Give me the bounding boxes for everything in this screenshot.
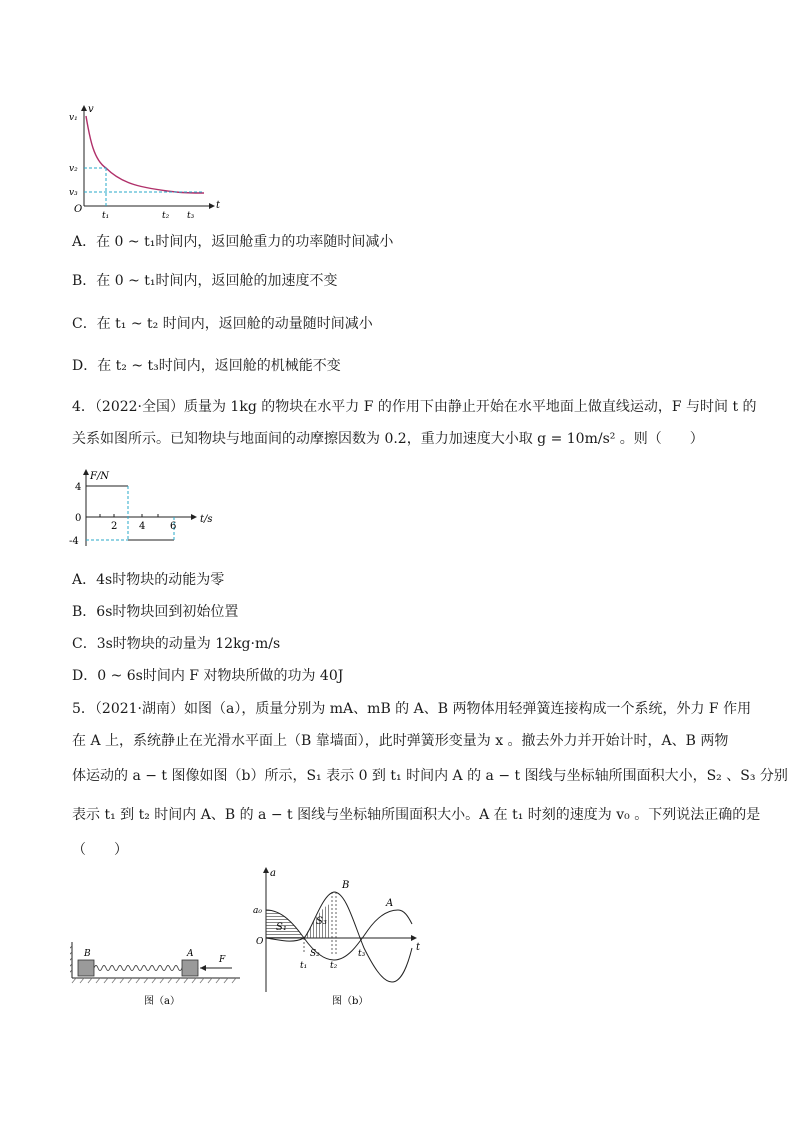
axis-label-t: t — [216, 200, 221, 211]
tick-t2: t₂ — [162, 211, 170, 218]
q5-stem-line2: 在 A 上，系统静止在光滑水平面上（B 靠墙面），此时弹簧形变量为 x 。撤去外力并开始计时，A、B 两物 — [72, 733, 729, 749]
label-t1: t₁ — [300, 961, 308, 971]
tick-t-2: 2 — [111, 521, 118, 532]
q4-stem-line1: 4．（2022·全国）质量为 1kg 的物块在水平力 F 的作用下由静止开始在水平地面上做直线运动，F 与时间 t 的 — [72, 399, 757, 415]
axis-label-v: v — [88, 104, 94, 115]
label-curve-b: B — [342, 880, 350, 891]
tick-v1: v₁ — [69, 113, 78, 123]
label-curve-a: A — [386, 898, 394, 909]
label-s1: S₁ — [276, 922, 287, 933]
figure-spring-system — [70, 938, 250, 1010]
label-a: A — [187, 949, 194, 959]
tick-f-0: 0 — [75, 513, 82, 524]
axis-label-ts: t/s — [200, 514, 213, 525]
q4-stem-line2: 关系如图所示。已知物块与地面间的动摩擦因数为 0.2，重力加速度大小取 g = 10m/s² 。则（ ） — [72, 431, 704, 447]
tick-f-neg4: -4 — [69, 536, 79, 547]
block-b — [78, 960, 94, 976]
label-t3b: t₃ — [358, 949, 366, 959]
tick-t-6: 6 — [170, 521, 177, 532]
label-s3: S₃ — [316, 916, 327, 927]
origin-o: O — [256, 937, 264, 947]
tick-t-4: 4 — [139, 521, 146, 532]
tick-f-4: 4 — [75, 482, 82, 493]
figure-force-time-graph — [66, 466, 226, 548]
figure-velocity-time-graph — [66, 100, 226, 218]
label-s2: S₂ — [310, 949, 320, 959]
q5-stem-line4: 表示 t₁ 到 t₂ 时间内 A、B 的 a − t 图线与坐标轴所围面积大小。A 在 t₁ 时刻的速度为 v₀ 。下列说法正确的是 — [72, 807, 761, 823]
label-f: F — [219, 955, 226, 965]
tick-t3: t₃ — [187, 211, 195, 218]
q4-option-c: C．3s时物块的动量为 12kg·m/s — [72, 636, 281, 652]
q4-option-a: A．4s时物块的动能为零 — [72, 572, 225, 588]
caption-a: 图（a） — [144, 996, 180, 1007]
block-a — [182, 960, 198, 976]
q5-stem-line5: （ ） — [72, 842, 128, 858]
caption-b: 图（b） — [332, 996, 369, 1007]
label-a0: a₀ — [253, 906, 262, 916]
figure-acceleration-time-graph — [252, 864, 424, 1010]
origin-label: O — [74, 204, 83, 215]
q3-option-d: D．在 t₂ ~ t₃时间内，返回舱的机械能不变 — [72, 358, 341, 374]
q4-option-d: D．0 ~ 6s时间内 F 对物块所做的功为 40J — [72, 668, 344, 684]
label-t2: t₂ — [330, 961, 338, 971]
q4-option-b: B．6s时物块回到初始位置 — [72, 604, 239, 620]
q3-option-a: A．在 0 ~ t₁时间内，返回舱重力的功率随时间减小 — [72, 234, 394, 250]
axis-label-t3: t — [416, 942, 421, 953]
tick-v2: v₂ — [69, 164, 78, 174]
q3-option-c: C．在 t₁ ~ t₂ 时间内，返回舱的动量随时间减小 — [72, 316, 373, 332]
axis-label-a: a — [270, 868, 276, 879]
q5-stem-line3: 体运动的 a − t 图像如图（b）所示，S₁ 表示 0 到 t₁ 时间内 A 的 a − t 图线与坐标轴所围面积大小，S₂ 、S₃ 分别 — [72, 768, 788, 784]
q5-stem-line1: 5．（2021·湖南）如图（a），质量分别为 mA、mB 的 A、B 两物体用轻弹簧连接构成一个系统，外力 F 作用 — [72, 701, 752, 717]
q3-option-b: B．在 0 ~ t₁时间内，返回舱的加速度不变 — [72, 273, 338, 289]
tick-t1: t₁ — [102, 211, 110, 218]
tick-v3: v₃ — [69, 188, 78, 198]
label-b: B — [84, 949, 91, 959]
axis-label-f: F/N — [90, 471, 110, 482]
